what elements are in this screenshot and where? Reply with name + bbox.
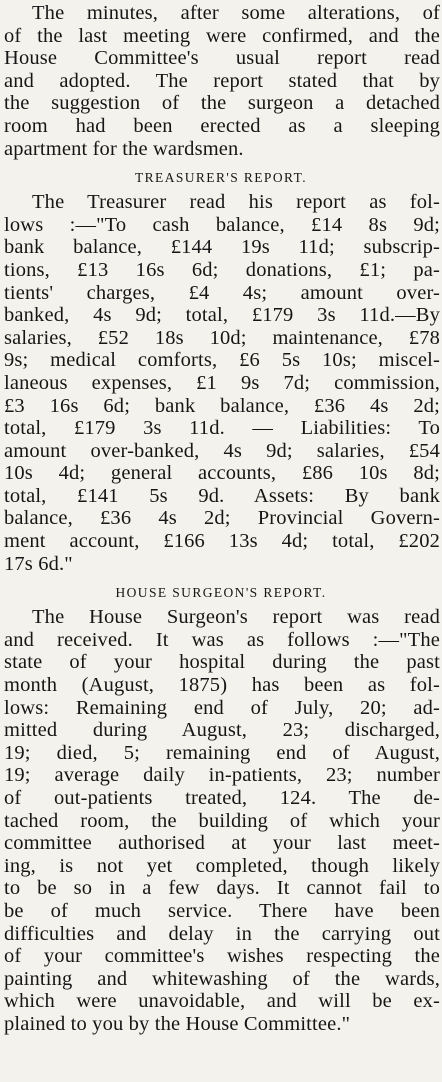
text-line: salaries, £52 18s 10d; maintenance, £78 — [4, 326, 440, 349]
text-line: total, £141 5s 9d. Assets: By bank — [4, 484, 440, 507]
text-line: balance, £36 4s 2d; Provincial Govern- — [4, 507, 440, 530]
text-line: House Committee's usual report read — [4, 47, 440, 70]
minutes-paragraph — [0, 2, 442, 160]
text-line: state of your hospital during the past — [4, 651, 440, 674]
text-line: painting and whitewashing of the wards, — [4, 967, 440, 990]
text-line: room had been erected as a sleeping — [4, 114, 440, 137]
text-line: month (August, 1875) has been as fol- — [4, 674, 440, 697]
text-line: amount over-banked, 4s 9d; salaries, £54 — [4, 439, 440, 462]
text-line: 19; died, 5; remaining end of August, — [4, 741, 440, 764]
text-line: laneous expenses, £1 9s 7d; commission, — [4, 371, 440, 394]
text-line: and received. It was as follows :—"The — [4, 628, 440, 651]
text-line: 9s; medical comforts, £6 5s 10s; miscel- — [4, 349, 440, 372]
text-line: The Treasurer read his report as fol- — [32, 191, 440, 214]
text-line: banked, 4s 9d; total, £179 3s 11d.—By — [4, 304, 440, 327]
text-line: total, £179 3s 11d. — Liabilities: To — [4, 417, 440, 440]
text-line: of your committee's wishes respecting the — [4, 945, 440, 968]
text-line: to be so in a few days. It cannot fail to — [4, 877, 440, 900]
text-line: £3 16s 6d; bank balance, £36 4s 2d; — [4, 394, 440, 417]
treasurer-report-heading: TREASURER'S REPORT. — [135, 170, 307, 186]
text-line: difficulties and delay in the carrying out — [4, 922, 440, 945]
house-surgeon-report-paragraph — [0, 606, 442, 1035]
text-line: lows: Remaining end of July, 20; ad- — [4, 696, 440, 719]
text-line: The House Surgeon's report was read — [32, 606, 440, 629]
text-line: The minutes, after some alterations, of — [32, 2, 440, 24]
text-line: mitted during August, 23; discharged, — [4, 719, 440, 742]
text-line: apartment for the wardsmen. — [4, 137, 244, 160]
text-line: tached room, the building of which your — [4, 809, 440, 832]
text-line: of the last meeting were confirmed, and the — [4, 24, 440, 47]
text-line: be of much service. There have been — [4, 899, 440, 922]
text-line: tients' charges, £4 4s; amount over- — [4, 281, 440, 304]
text-line: 19; average daily in-patients, 23; number — [4, 764, 440, 787]
text-line: tions, £13 16s 6d; donations, £1; pa- — [4, 258, 440, 281]
text-line: lows :—"To cash balance, £14 8s 9d; — [4, 213, 440, 236]
text-line: ment account, £166 13s 4d; total, £202 — [4, 530, 440, 553]
text-line: which were unavoidable, and will be ex- — [4, 990, 440, 1013]
text-line: of out-patients treated, 124. The de- — [4, 787, 440, 809]
text-line: committee authorised at your last meet- — [4, 832, 440, 855]
text-line: 17s 6d." — [4, 552, 73, 575]
text-line: ing, is not yet completed, though likely — [4, 854, 440, 877]
text-line: plained to you by the House Committee." — [4, 1012, 351, 1035]
text-line: 10s 4d; general accounts, £86 10s 8d; — [4, 462, 440, 485]
treasurer-report-paragraph — [0, 191, 442, 575]
house-surgeon-report-heading: HOUSE SURGEON'S REPORT. — [115, 585, 327, 601]
text-line: the suggestion of the surgeon a detached — [4, 92, 440, 115]
text-line: bank balance, £144 19s 11d; subscrip- — [4, 236, 440, 259]
text-line: and adopted. The report stated that by — [4, 69, 440, 92]
